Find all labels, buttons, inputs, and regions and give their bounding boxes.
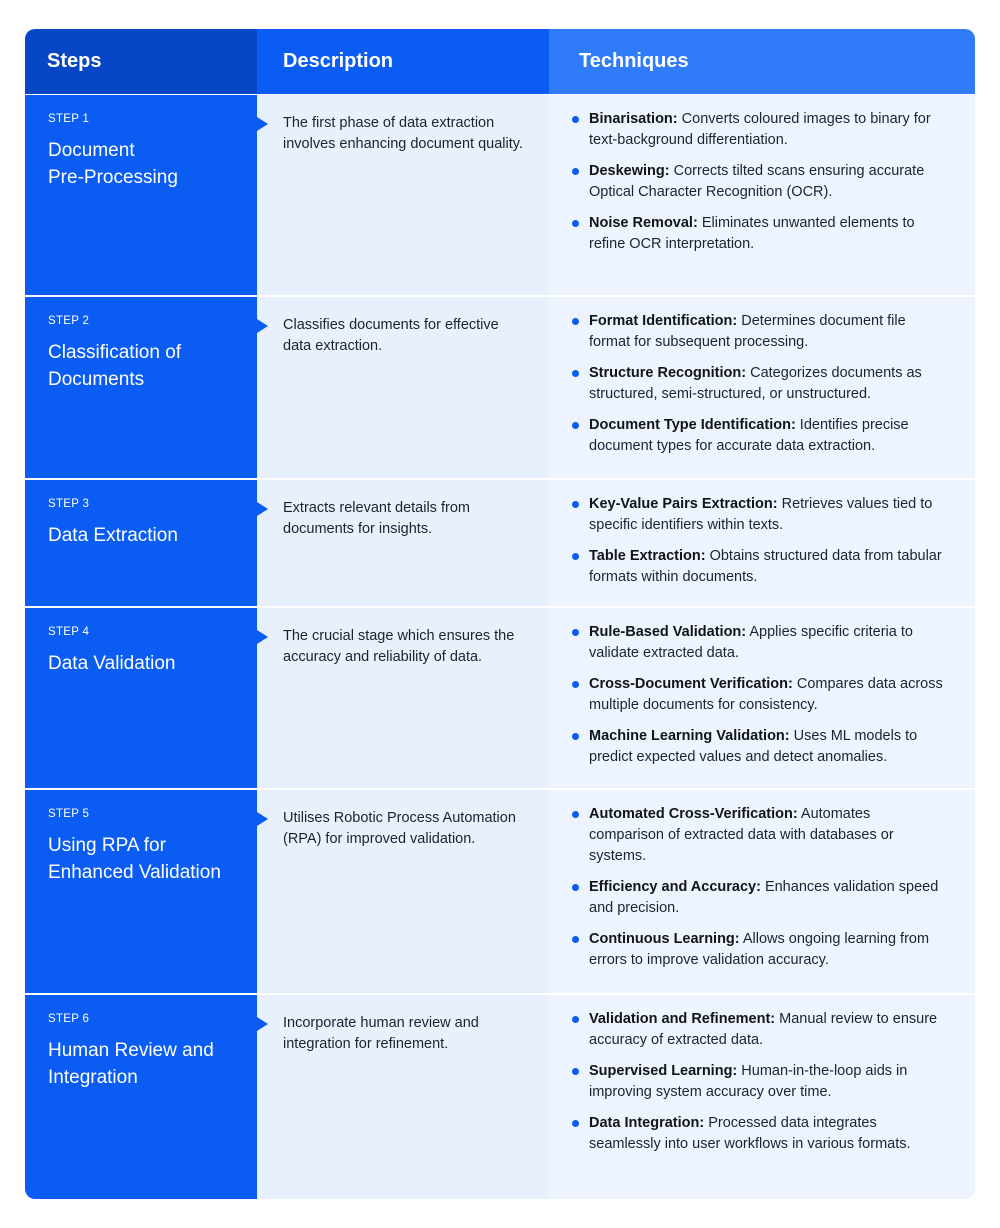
techniques-list bbox=[571, 494, 945, 588]
step-title-line: Integration bbox=[48, 1067, 138, 1088]
bullet-dot-icon bbox=[572, 884, 579, 891]
technique-item bbox=[571, 877, 945, 919]
step-title-line: Document bbox=[48, 140, 135, 161]
bullet-dot-icon bbox=[572, 811, 579, 818]
technique-text: Retrieves values tied to specific identifiers within texts. bbox=[589, 496, 933, 533]
bullet-dot-icon bbox=[572, 116, 579, 123]
technique-text: Allows ongoing learning from errors to improve validation accuracy. bbox=[589, 931, 930, 968]
pointer-arrow-icon bbox=[257, 502, 268, 516]
table-row bbox=[25, 95, 975, 295]
step-number: STEP 5 bbox=[48, 808, 90, 820]
bullet-dot-icon bbox=[572, 681, 579, 688]
technique-text: Categorizes documents as structured, semi-structured, or unstructured. bbox=[589, 365, 922, 402]
technique-item bbox=[571, 674, 945, 716]
header-steps: Steps bbox=[25, 29, 257, 94]
technique-item bbox=[571, 1061, 945, 1103]
table-row bbox=[25, 480, 975, 606]
techniques-list bbox=[571, 622, 945, 768]
technique-item bbox=[571, 213, 945, 255]
technique-text: Automates comparison of extracted data with databases or systems. bbox=[589, 806, 894, 864]
technique-item bbox=[571, 1009, 945, 1051]
description-cell bbox=[257, 480, 549, 606]
step-number: STEP 4 bbox=[48, 626, 90, 638]
technique-name: Document Type Identification: bbox=[589, 417, 796, 433]
technique-item bbox=[571, 161, 945, 203]
step-title bbox=[48, 650, 235, 677]
technique-item bbox=[571, 622, 945, 664]
bullet-dot-icon bbox=[572, 553, 579, 560]
step-title-line: Data Validation bbox=[48, 653, 176, 674]
technique-name: Efficiency and Accuracy: bbox=[589, 879, 761, 895]
bullet-dot-icon bbox=[572, 318, 579, 325]
description-text: Classifies documents for effective data extraction. bbox=[283, 317, 499, 354]
step-cell bbox=[25, 790, 257, 993]
technique-item bbox=[571, 929, 945, 971]
techniques-list bbox=[571, 109, 945, 255]
bullet-dot-icon bbox=[572, 370, 579, 377]
description-cell bbox=[257, 297, 549, 478]
step-number: STEP 3 bbox=[48, 498, 90, 510]
description-text: Extracts relevant details from documents for insights. bbox=[283, 500, 470, 537]
techniques-cell bbox=[549, 480, 975, 606]
step-title-line: Documents bbox=[48, 369, 145, 390]
process-table bbox=[25, 29, 975, 1152]
technique-text: Enhances validation speed and precision. bbox=[589, 879, 939, 916]
technique-text: Manual review to ensure accuracy of extracted data. bbox=[589, 1011, 938, 1048]
technique-text: Eliminates unwanted elements to refine OCR interpretation. bbox=[589, 215, 915, 252]
bullet-dot-icon bbox=[572, 501, 579, 508]
pointer-arrow-icon bbox=[257, 812, 268, 826]
step-title-line: Data Extraction bbox=[48, 525, 178, 546]
bullet-dot-icon bbox=[572, 1016, 579, 1023]
technique-text: Uses ML models to predict expected values and detect anomalies. bbox=[589, 728, 918, 765]
table-row bbox=[25, 995, 975, 1199]
techniques-cell bbox=[549, 995, 975, 1199]
bullet-dot-icon bbox=[572, 936, 579, 943]
bullet-dot-icon bbox=[572, 168, 579, 175]
header-techniques: Techniques bbox=[549, 29, 975, 94]
pointer-arrow-icon bbox=[257, 319, 268, 333]
step-title-line: Using RPA for bbox=[48, 835, 166, 856]
techniques-cell bbox=[549, 790, 975, 993]
technique-name: Machine Learning Validation: bbox=[589, 728, 790, 744]
bullet-dot-icon bbox=[572, 1120, 579, 1127]
description-cell bbox=[257, 790, 549, 993]
description-text: The crucial stage which ensures the accuracy and reliability of data. bbox=[283, 628, 515, 665]
table-row bbox=[25, 608, 975, 788]
techniques-list bbox=[571, 311, 945, 457]
step-title bbox=[48, 1037, 235, 1091]
bullet-dot-icon bbox=[572, 220, 579, 227]
technique-item bbox=[571, 311, 945, 353]
step-cell bbox=[25, 297, 257, 478]
technique-item bbox=[571, 726, 945, 768]
technique-name: Format Identification: bbox=[589, 313, 738, 329]
technique-text: Determines document file format for subsequent processing. bbox=[589, 313, 906, 350]
technique-text: Processed data integrates seamlessly into user workflows in various formats. bbox=[589, 1115, 911, 1152]
techniques-cell bbox=[549, 297, 975, 478]
technique-name: Deskewing: bbox=[589, 163, 670, 179]
step-cell bbox=[25, 608, 257, 788]
technique-item bbox=[571, 109, 945, 151]
step-title-line: Human Review and bbox=[48, 1040, 214, 1061]
technique-name: Continuous Learning: bbox=[589, 931, 740, 947]
bullet-dot-icon bbox=[572, 733, 579, 740]
description-cell bbox=[257, 995, 549, 1199]
step-title bbox=[48, 137, 235, 191]
description-cell bbox=[257, 608, 549, 788]
technique-text: Applies specific criteria to validate extracted data. bbox=[589, 624, 913, 661]
technique-name: Noise Removal: bbox=[589, 215, 698, 231]
technique-name: Automated Cross-Verification: bbox=[589, 806, 798, 822]
technique-item bbox=[571, 804, 945, 867]
technique-name: Supervised Learning: bbox=[589, 1063, 738, 1079]
technique-text: Human-in-the-loop aids in improving system accuracy over time. bbox=[589, 1063, 908, 1100]
techniques-list bbox=[571, 1009, 945, 1155]
step-title bbox=[48, 339, 235, 393]
description-cell bbox=[257, 95, 549, 295]
technique-name: Structure Recognition: bbox=[589, 365, 747, 381]
header-description: Description bbox=[257, 29, 549, 94]
step-cell bbox=[25, 995, 257, 1199]
step-number: STEP 2 bbox=[48, 315, 90, 327]
technique-name: Table Extraction: bbox=[589, 548, 706, 564]
techniques-cell bbox=[549, 608, 975, 788]
pointer-arrow-icon bbox=[257, 630, 268, 644]
techniques-list bbox=[571, 804, 945, 971]
step-title-line: Classification of bbox=[48, 342, 182, 363]
table-header bbox=[25, 29, 975, 94]
step-cell bbox=[25, 480, 257, 606]
step-number: STEP 6 bbox=[48, 1013, 90, 1025]
step-cell bbox=[25, 95, 257, 295]
step-title bbox=[48, 522, 235, 549]
technique-text: Corrects tilted scans ensuring accurate Optical Character Recognition (OCR). bbox=[589, 163, 925, 200]
technique-item bbox=[571, 546, 945, 588]
step-title-line: Enhanced Validation bbox=[48, 862, 221, 883]
technique-name: Data Integration: bbox=[589, 1115, 705, 1131]
pointer-arrow-icon bbox=[257, 1017, 268, 1031]
table-row bbox=[25, 790, 975, 993]
technique-text: Identifies precise document types for accurate data extraction. bbox=[589, 417, 909, 454]
description-text: Utilises Robotic Process Automation (RPA) for improved validation. bbox=[283, 810, 516, 847]
technique-text: Converts coloured images to binary for text-background differentiation. bbox=[589, 111, 931, 148]
techniques-cell bbox=[549, 95, 975, 295]
step-title-line: Pre-Processing bbox=[48, 167, 178, 188]
technique-text: Obtains structured data from tabular formats within documents. bbox=[589, 548, 942, 585]
step-title bbox=[48, 832, 235, 886]
description-text: The first phase of data extraction involves enhancing document quality. bbox=[283, 115, 523, 152]
technique-text: Compares data across multiple documents for consistency. bbox=[589, 676, 943, 713]
bullet-dot-icon bbox=[572, 629, 579, 636]
bullet-dot-icon bbox=[572, 1068, 579, 1075]
technique-item bbox=[571, 363, 945, 405]
step-number: STEP 1 bbox=[48, 113, 90, 125]
technique-name: Cross-Document Verification: bbox=[589, 676, 793, 692]
technique-name: Key-Value Pairs Extraction: bbox=[589, 496, 778, 512]
technique-name: Binarisation: bbox=[589, 111, 678, 127]
technique-item bbox=[571, 494, 945, 536]
technique-item bbox=[571, 415, 945, 457]
table-row bbox=[25, 297, 975, 478]
bullet-dot-icon bbox=[572, 422, 579, 429]
description-text: Incorporate human review and integration for refinement. bbox=[283, 1015, 479, 1052]
technique-item bbox=[571, 1113, 945, 1155]
technique-name: Validation and Refinement: bbox=[589, 1011, 776, 1027]
technique-name: Rule-Based Validation: bbox=[589, 624, 747, 640]
pointer-arrow-icon bbox=[257, 117, 268, 131]
